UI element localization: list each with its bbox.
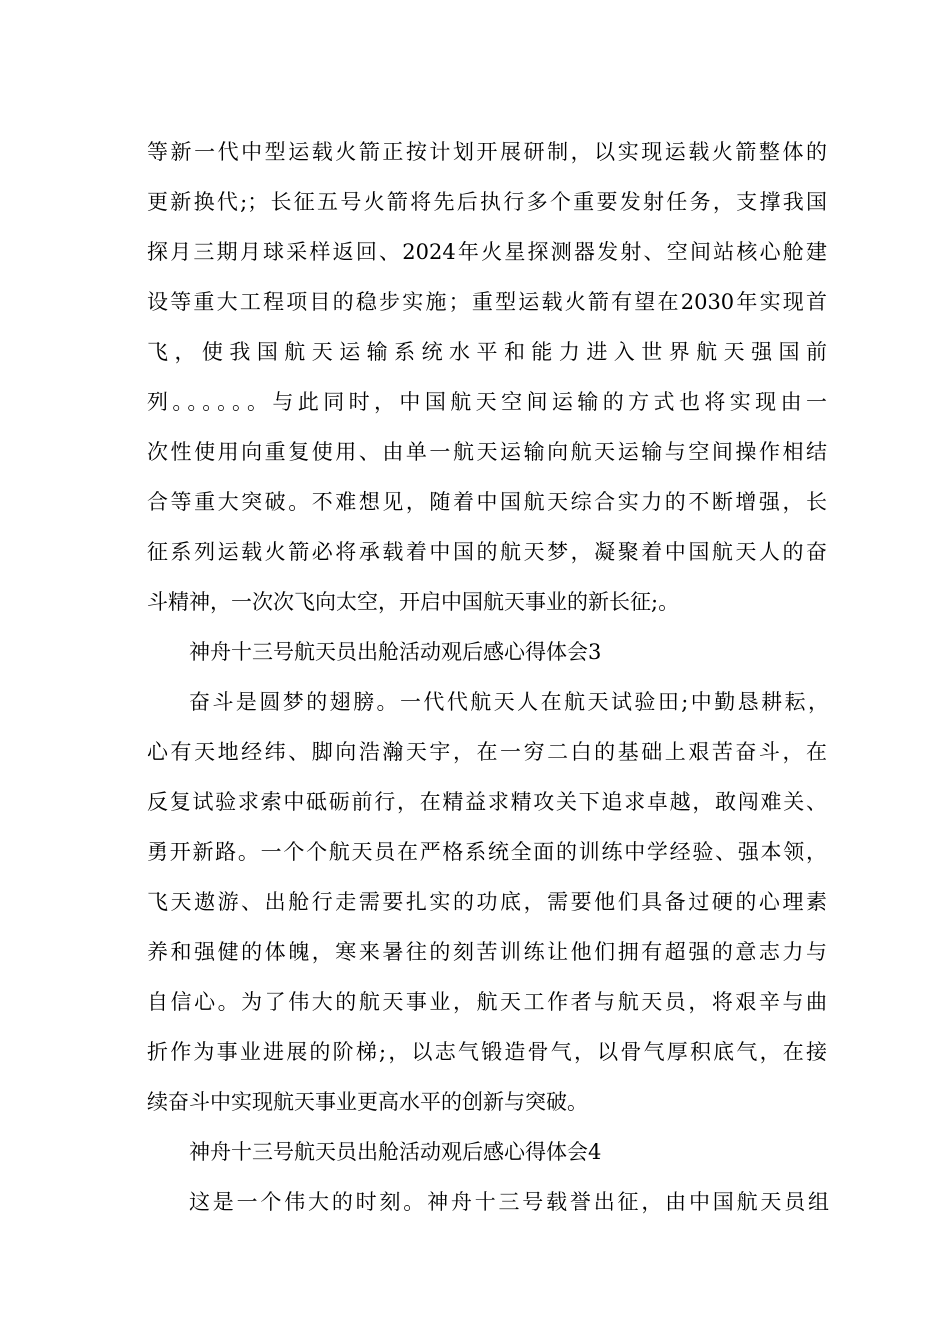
text-line: 折作为事业进展的阶梯;，以志气锻造骨气，以骨气厚积底气，在接: [147, 1040, 827, 1064]
section-heading: 神舟十三号航天员出舱活动观后感心得体会3: [189, 640, 602, 664]
text-line: 等新一代中型运载火箭正按计划开展研制，以实现运载火箭整体的: [147, 140, 827, 164]
text-line: 续奋斗中实现航天事业更高水平的创新与突破。: [147, 1090, 588, 1114]
text-line: 勇开新路。一个个航天员在严格系统全面的训练中学经验、强本领，: [147, 840, 827, 864]
text-line: 列。。。。。。与此同时，中国航天空间运输的方式也将实现由一: [147, 390, 827, 414]
text-line: 探月三期月球采样返回、2024年火星探测器发射、空间站核心舱建: [147, 240, 827, 264]
text-line: 心有天地经纬、脚向浩瀚天宇，在一穷二白的基础上艰苦奋斗，在: [147, 740, 827, 764]
text-line: 自信心。为了伟大的航天事业，航天工作者与航天员，将艰辛与曲: [147, 990, 827, 1014]
text-line: 反复试验求索中砥砺前行，在精益求精攻关下追求卓越，敢闯难关、: [147, 790, 827, 814]
text-line: 奋斗是圆梦的翅膀。一代代航天人在航天试验田;中勤恳耕耘，: [189, 690, 829, 714]
text-line: 这是一个伟大的时刻。神舟十三号载誉出征，由中国航天员组: [189, 1190, 829, 1214]
text-line: 征系列运载火箭必将承载着中国的航天梦，凝聚着中国航天人的奋: [147, 540, 827, 564]
text-line: 更新换代;；长征五号火箭将先后执行多个重要发射任务，支撑我国: [147, 190, 827, 214]
text-line: 飞天遨游、出舱行走需要扎实的功底，需要他们具备过硬的心理素: [147, 890, 827, 914]
text-line: 养和强健的体魄，寒来暑往的刻苦训练让他们拥有超强的意志力与: [147, 940, 827, 964]
text-line: 斗精神，一次次飞向太空，开启中国航天事业的新长征;。: [147, 590, 680, 614]
text-line: 设等重大工程项目的稳步实施；重型运载火箭有望在2030年实现首: [147, 290, 827, 314]
section-heading: 神舟十三号航天员出舱活动观后感心得体会4: [189, 1140, 602, 1164]
text-line: 次性使用向重复使用、由单一航天运输向航天运输与空间操作相结: [147, 440, 827, 464]
text-line: 合等重大突破。不难想见，随着中国航天综合实力的不断增强，长: [147, 490, 827, 514]
text-line: 飞，使我国航天运输系统水平和能力进入世界航天强国前: [147, 340, 827, 364]
